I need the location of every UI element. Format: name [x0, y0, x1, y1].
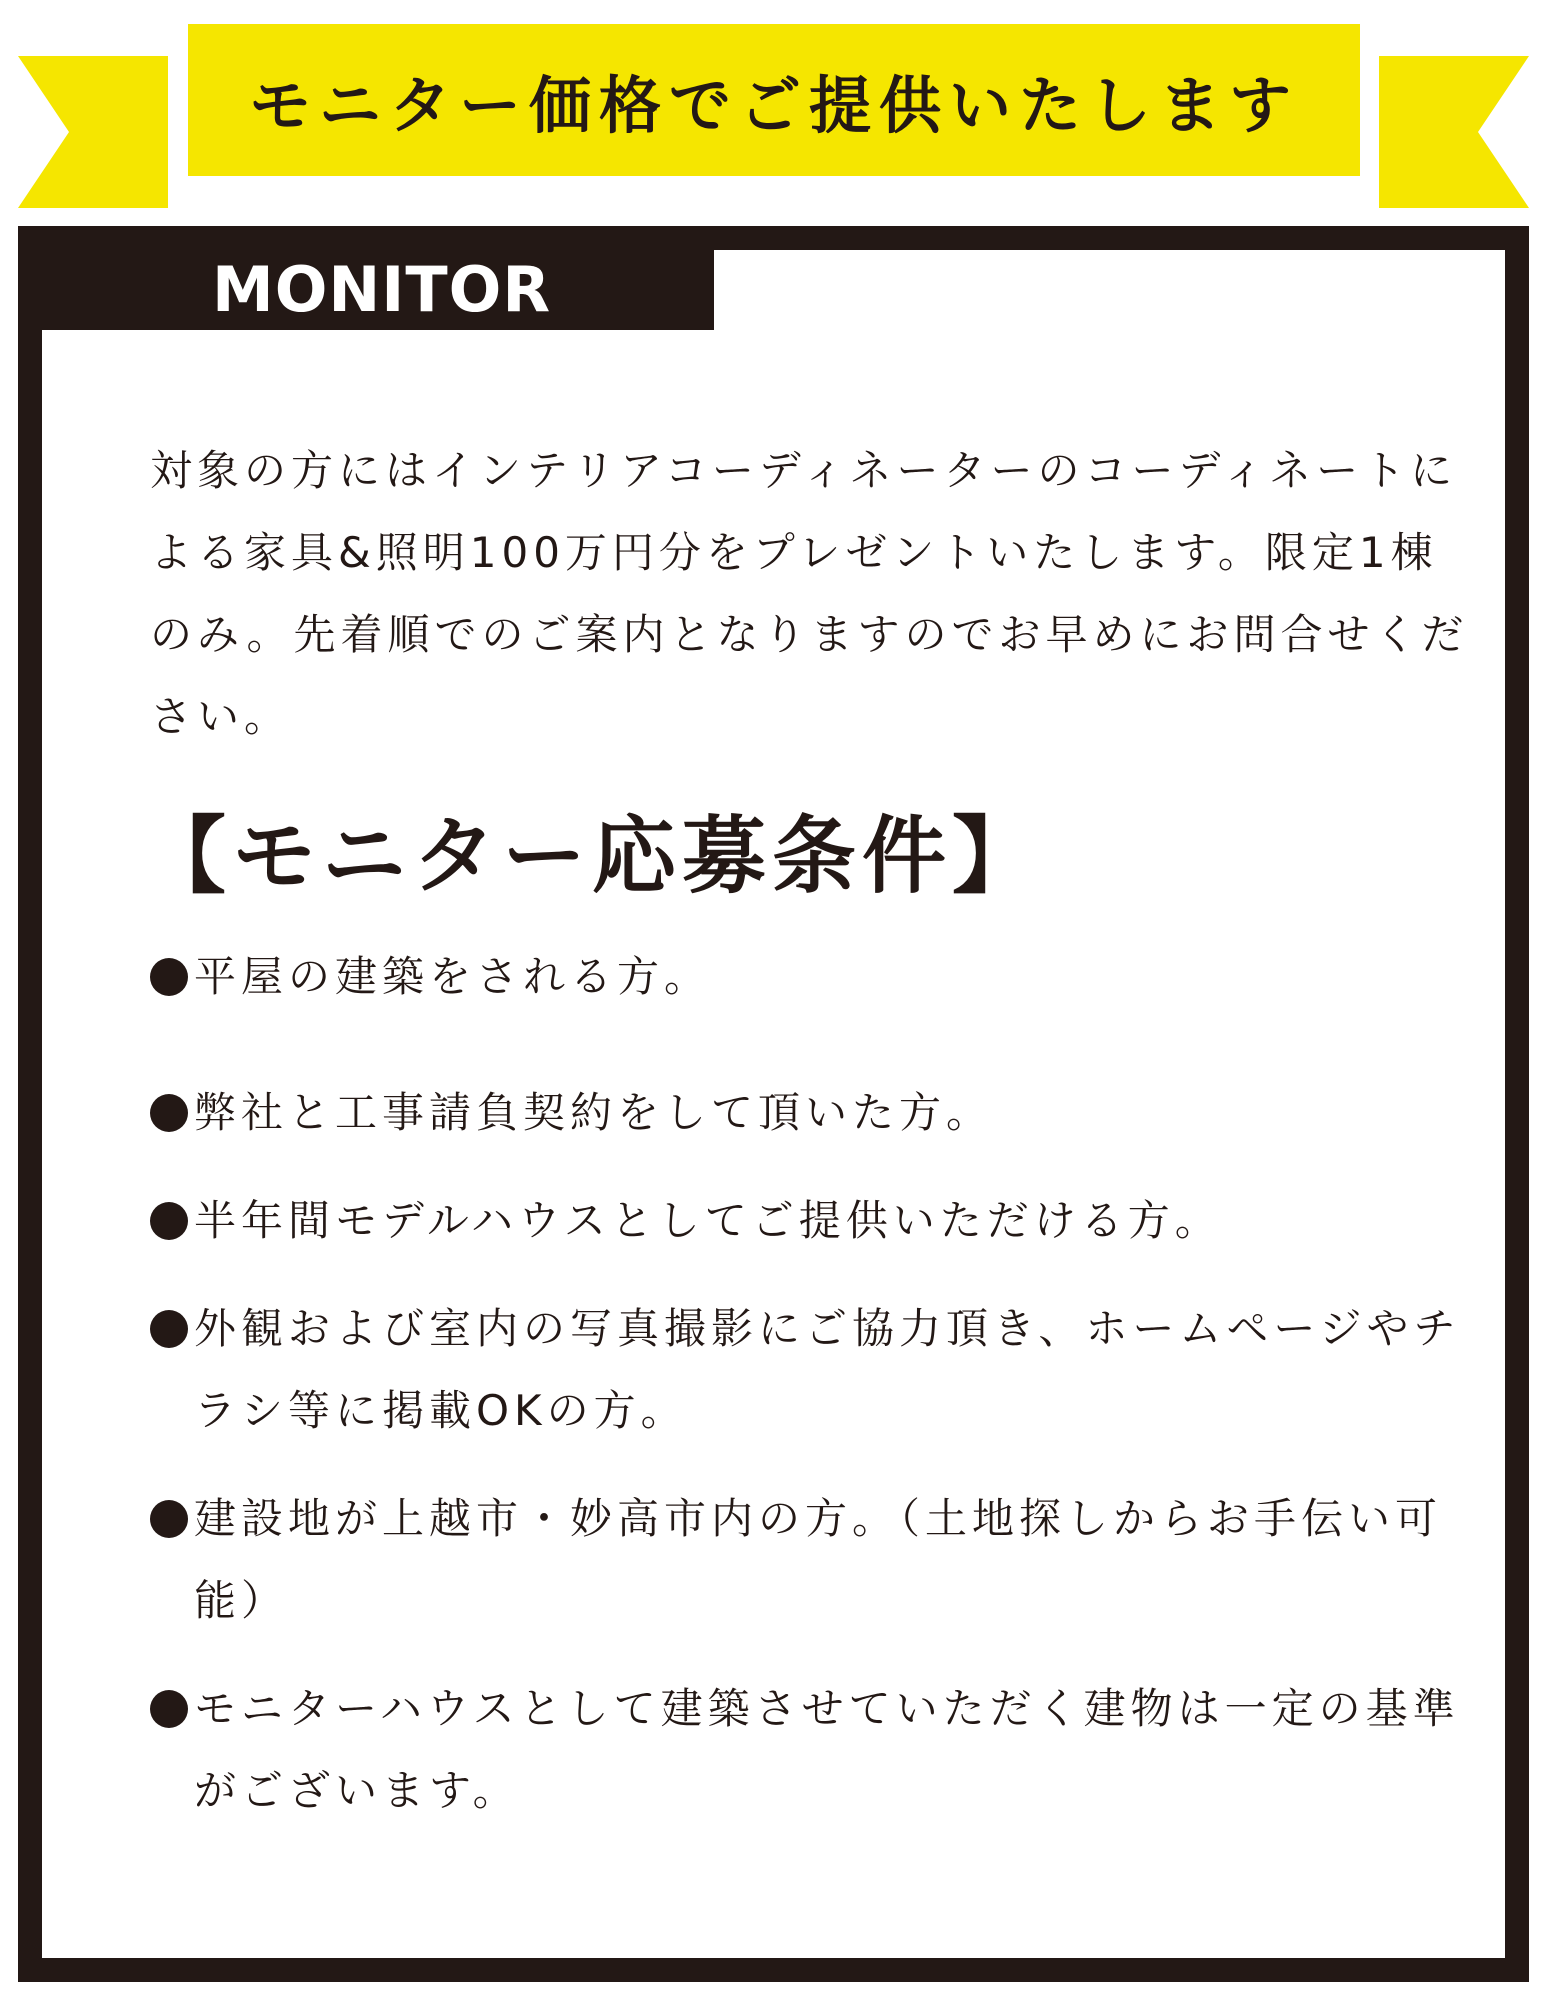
banner-title: モニター価格でご提供いたします — [248, 68, 1299, 142]
condition-item — [150, 936, 1480, 1018]
condition-text: モニターハウスとして建築させていただく建物は一定の基準がございます。 — [194, 1684, 1460, 1815]
bullet-icon — [150, 1500, 188, 1538]
bullet-icon — [150, 958, 188, 996]
condition-text: 弊社と工事請負契約をして頂いた方。 — [194, 1088, 994, 1137]
condition-text: 平屋の建築をされる方。 — [194, 952, 712, 1001]
condition-item — [150, 1180, 1480, 1262]
ribbon-tail-right — [1379, 56, 1529, 208]
intro-text: 対象の方にはインテリアコーディネーターのコーディネートによる家具&照明100万円分をプレゼントいたします。限定1棟のみ。先着順でのご案内となりますのでお早めにお問合せください。 — [150, 446, 1469, 741]
bullet-icon — [150, 1310, 188, 1348]
condition-item — [150, 1072, 1480, 1154]
bullet-icon — [150, 1202, 188, 1240]
condition-text: 半年間モデルハウスとしてご提供いただける方。 — [194, 1196, 1222, 1245]
bullet-icon — [150, 1690, 188, 1728]
condition-text: 外観および室内の写真撮影にご協力頂き、ホームページやチラシ等に掲載OKの方。 — [194, 1304, 1461, 1435]
condition-text: 建設地が上越市・妙高市内の方。（土地探しからお手伝い可能） — [194, 1494, 1443, 1625]
condition-item — [150, 1288, 1480, 1452]
banner — [188, 24, 1360, 176]
condition-item — [150, 1478, 1480, 1642]
condition-item — [150, 1668, 1480, 1832]
monitor-panel — [18, 226, 1529, 1982]
monitor-tab-label: MONITOR — [212, 253, 552, 326]
section-heading: 【モニター応募条件】 — [142, 807, 1043, 905]
bullet-icon — [150, 1094, 188, 1132]
monitor-tab — [42, 250, 714, 330]
ribbon-tail-left — [18, 56, 168, 208]
panel-content — [142, 430, 1480, 1858]
conditions-list — [150, 936, 1480, 1832]
